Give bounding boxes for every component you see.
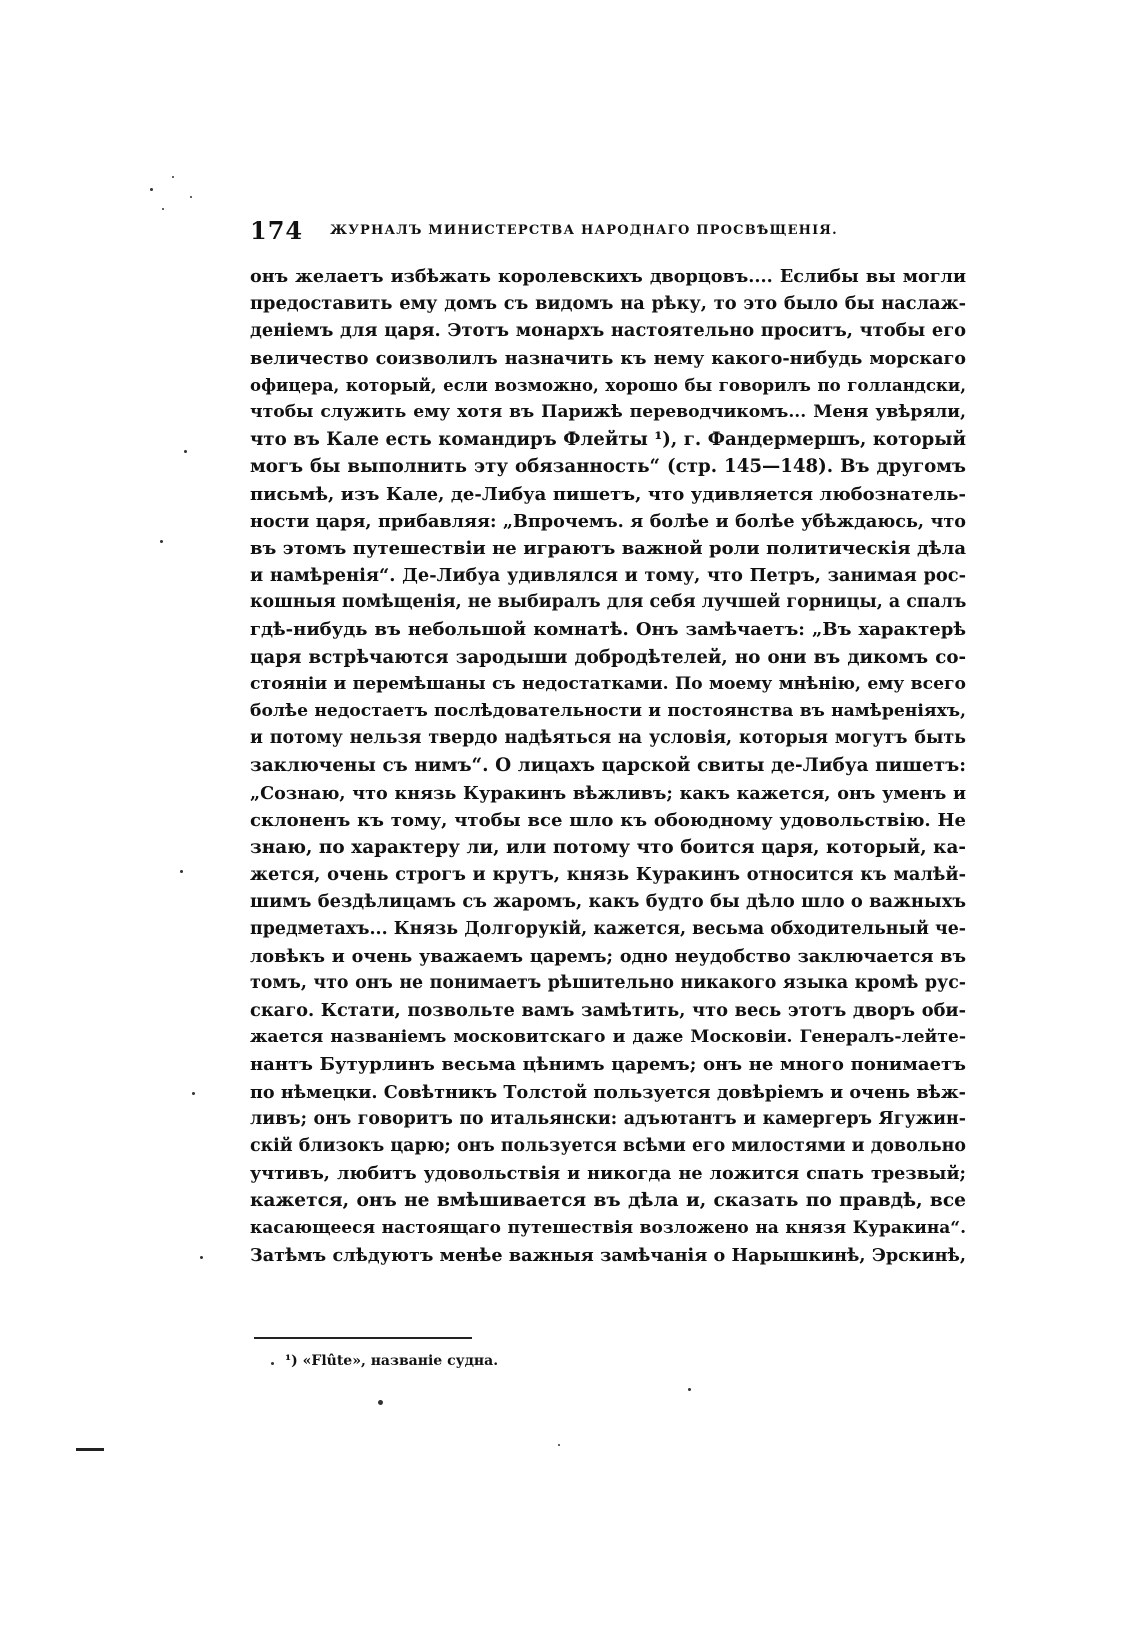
- text-line: жется, очень строгъ и крутъ, князь Куракинъ относится къ малѣй-: [250, 864, 966, 886]
- text-line: заключены съ нимъ“. О лицахъ царской свиты де-Либуа пишетъ:: [250, 755, 966, 777]
- text-line: ловѣкъ и очень уважаемъ царемъ; одно неудобство заключается въ: [250, 945, 966, 967]
- scan-speck: [271, 1362, 274, 1365]
- scan-speck: [200, 1256, 203, 1259]
- text-line: болѣе недостаетъ послѣдовательности и постоянства въ намѣреніяхъ,: [250, 701, 966, 721]
- text-line: и намѣренія“. Де-Либуа удивлялся и тому, что Петръ, занимая рос-: [250, 565, 966, 587]
- text-line: шимъ бездѣлицамъ съ жаромъ, какъ будто бы дѣло шло о важныхъ: [250, 891, 966, 913]
- scan-speck: [558, 1444, 560, 1446]
- scan-speck: [160, 540, 163, 543]
- text-line: что въ Кале есть командиръ Флейты ¹), г. Фандермершъ, который: [250, 429, 966, 451]
- text-line: гдѣ-нибудь въ небольшой комнатѣ. Онъ замѣчаетъ: „Въ характерѣ: [250, 619, 966, 641]
- margin-dash: [76, 1448, 104, 1451]
- text-line: Затѣмъ слѣдуютъ менѣе важныя замѣчанія о Нарышкинѣ, Эрскинѣ,: [250, 1244, 966, 1266]
- text-line: стояніи и перемѣшаны съ недостатками. По моему мнѣнію, ему всего: [250, 673, 966, 694]
- page-number: 174: [250, 216, 304, 245]
- text-line: учтивъ, любитъ удовольствія и никогда не ложится спать трезвый;: [250, 1163, 966, 1185]
- text-line: чтобы служить ему хотя въ Парижѣ переводчикомъ... Меня увѣряли,: [250, 401, 966, 422]
- text-line: касающееся настоящаго путешествія возложено на князя Куракина“.: [250, 1217, 966, 1238]
- text-line: предметахъ... Князь Долгорукій, кажется, весьма обходительный че-: [250, 918, 966, 939]
- scan-speck: [192, 1092, 195, 1095]
- scan-speck: [378, 1400, 383, 1405]
- scan-speck: [180, 870, 183, 873]
- scan-speck: [184, 450, 187, 453]
- text-line: онъ желаетъ избѣжать королевскихъ дворцовъ.... Еслибы вы могли: [250, 266, 966, 287]
- text-line: кажется, онъ не вмѣшивается въ дѣла и, сказать по правдѣ, все: [250, 1190, 966, 1212]
- text-line: по нѣмецки. Совѣтникъ Толстой пользуется довѣріемъ и очень вѣж-: [250, 1081, 966, 1103]
- text-line: жается названіемъ московитскаго и даже Московіи. Генералъ-лейте-: [250, 1027, 966, 1048]
- scan-speck: [172, 176, 174, 178]
- text-line: склоненъ къ тому, чтобы все шло къ обоюдному удовольствію. Не: [250, 809, 966, 831]
- page-header: [250, 216, 870, 250]
- scan-speck: [162, 208, 164, 210]
- text-line: величество соизволилъ назначить къ нему какого-нибудь морскаго: [250, 347, 966, 369]
- text-line: нантъ Бутурлинъ весьма цѣнимъ царемъ; онъ не много понимаетъ: [250, 1054, 966, 1076]
- text-line: и потому нельзя твердо надѣяться на условія, которыя могутъ быть: [250, 728, 966, 749]
- footnote-rule: [254, 1337, 472, 1339]
- text-line: скаго. Кстати, позвольте вамъ замѣтить, что весь этотъ дворъ оби-: [250, 1000, 966, 1022]
- body-text: [250, 263, 966, 1269]
- text-line: ливъ; онъ говоритъ по итальянски: адъютантъ и камергеръ Ягужин-: [250, 1108, 966, 1129]
- text-line: въ этомъ путешествіи не играютъ важной роли политическія дѣла: [250, 537, 966, 559]
- text-line: царя встрѣчаются зародыши добродѣтелей, но они въ дикомъ со-: [250, 646, 966, 668]
- text-line: „Сознаю, что князь Куракинъ вѣжливъ; какъ кажется, онъ уменъ и: [250, 782, 966, 804]
- text-line: письмѣ, изъ Кале, де-Либуа пишетъ, что удивляется любознатель-: [250, 483, 966, 505]
- running-title: ЖУРНАЛЪ МИНИСТЕРСТВА НАРОДНАГО ПРОСВѢЩЕНІЯ.: [330, 223, 838, 238]
- scan-speck: [190, 196, 192, 198]
- text-line: ности царя, прибавляя: „Впрочемъ. я болѣе и болѣе убѣждаюсь, что: [250, 510, 966, 532]
- text-line: скій близокъ царю; онъ пользуется всѣми его милостями и довольно: [250, 1136, 966, 1156]
- text-line: офицера, который, если возможно, хорошо бы говорилъ по голландски,: [250, 374, 966, 395]
- text-line: могъ бы выполнить эту обязанность“ (стр. 145—148). Въ другомъ: [250, 456, 966, 478]
- scan-speck: [688, 1388, 691, 1391]
- text-line: предоставить ему домъ съ видомъ на рѣку, то это было бы наслаж-: [250, 293, 966, 315]
- footnote: ¹) «Flûte», названіе судна.: [285, 1353, 499, 1369]
- text-line: кошныя помѣщенія, не выбиралъ для себя лучшей горницы, а спалъ: [250, 592, 967, 613]
- text-line: томъ, что онъ не понимаетъ рѣшительно никакого языка кромѣ рус-: [250, 972, 966, 993]
- scan-speck: [150, 188, 153, 191]
- text-line: деніемъ для царя. Этотъ монархъ настоятельно проситъ, чтобы его: [250, 320, 966, 342]
- text-line: знаю, по характеру ли, или потому что боится царя, который, ка-: [250, 836, 966, 858]
